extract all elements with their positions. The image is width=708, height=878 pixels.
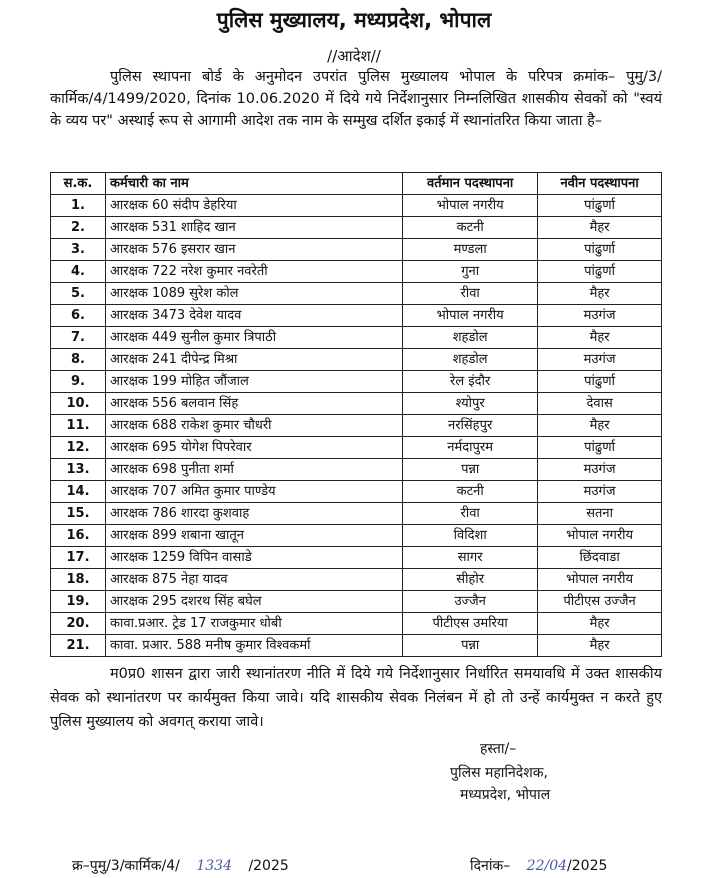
reference-number	[72, 856, 289, 875]
date-label: दिनांक–	[470, 858, 511, 874]
current-posting-cell: पन्ना	[403, 459, 538, 481]
column-header: नवीन पदस्थापना	[538, 173, 662, 195]
table-row	[51, 459, 662, 481]
new-posting-cell: पांढुर्णा	[538, 261, 662, 283]
serial-cell: 17.	[51, 547, 106, 569]
employee-name-cell: आरक्षक 698 पुनीता शर्मा	[106, 459, 403, 481]
new-posting-cell: पांढुर्णा	[538, 239, 662, 261]
employee-name-cell: आरक्षक 241 दीपेन्द्र मिश्रा	[106, 349, 403, 371]
table-row	[51, 217, 662, 239]
employee-name-cell: आरक्षक 449 सुनील कुमार त्रिपाठी	[106, 327, 403, 349]
current-posting-cell: कटनी	[403, 217, 538, 239]
serial-cell: 10.	[51, 393, 106, 415]
intro-paragraph: पुलिस स्थापना बोर्ड के अनुमोदन उपरांत पुलिस मुख्यालय भोपाल के परिपत्र क्रमांक– पुमु/3/ कार्मिक/4/1499/2020, दिनांक 10.06.2020 में दिये गये निर्देशानुसार निम्नलिखित शासकीय सेवकों को "स्वयं के व्यय पर" अस्थाई रूप से आगामी आदेश तक नाम के सम्मुख दर्शित इकाई में स्थानांतरित किया जाता है–	[50, 69, 662, 129]
serial-cell: 19.	[51, 591, 106, 613]
column-header: वर्तमान पदस्थापना	[403, 173, 538, 195]
current-posting-cell: नर्मदापुरम	[403, 437, 538, 459]
serial-cell: 21.	[51, 635, 106, 657]
serial-cell: 2.	[51, 217, 106, 239]
serial-cell: 12.	[51, 437, 106, 459]
document-title: पुलिस मुख्यालय, मध्यप्रदेश, भोपाल	[216, 8, 492, 32]
serial-cell: 9.	[51, 371, 106, 393]
table-row	[51, 547, 662, 569]
date-handwritten: 22/04	[526, 858, 568, 874]
current-posting-cell: भोपाल नगरीय	[403, 305, 538, 327]
table-row	[51, 635, 662, 657]
table-row	[51, 239, 662, 261]
new-posting-cell: पांढुर्णा	[538, 195, 662, 217]
serial-cell: 11.	[51, 415, 106, 437]
employee-name-cell: आरक्षक 556 बलवान सिंह	[106, 393, 403, 415]
new-posting-cell: भोपाल नगरीय	[538, 569, 662, 591]
employee-name-cell: आरक्षक 295 दशरथ सिंह बघेल	[106, 591, 403, 613]
ref-prefix: क्र–पुमु/3/कार्मिक/4/	[72, 858, 180, 874]
current-posting-cell: उज्जैन	[403, 591, 538, 613]
table-row	[51, 503, 662, 525]
serial-cell: 15.	[51, 503, 106, 525]
current-posting-cell: विदिशा	[403, 525, 538, 547]
table-row	[51, 415, 662, 437]
new-posting-cell: भोपाल नगरीय	[538, 525, 662, 547]
employee-name-cell: कावा.प्रआर. ट्रेड 17 राजकुमार धोबी	[106, 613, 403, 635]
serial-cell: 3.	[51, 239, 106, 261]
new-posting-cell: सतना	[538, 503, 662, 525]
current-posting-cell: रेल इंदौर	[403, 371, 538, 393]
employee-name-cell: आरक्षक 707 अमित कुमार पाण्डेय	[106, 481, 403, 503]
table-row	[51, 569, 662, 591]
table-header-row	[51, 173, 662, 195]
employee-name-cell: आरक्षक 899 शबाना खातून	[106, 525, 403, 547]
employee-name-cell: आरक्षक 722 नरेश कुमार नवरेती	[106, 261, 403, 283]
signatory-place: मध्यप्रदेश, भोपाल	[460, 787, 551, 803]
new-posting-cell: मउगंज	[538, 459, 662, 481]
current-posting-cell: शहडोल	[403, 327, 538, 349]
serial-cell: 6.	[51, 305, 106, 327]
table-row	[51, 591, 662, 613]
current-posting-cell: नरसिंहपुर	[403, 415, 538, 437]
new-posting-cell: छिंदवाडा	[538, 547, 662, 569]
table-row	[51, 393, 662, 415]
table-row	[51, 349, 662, 371]
employee-name-cell: आरक्षक 1259 विपिन वासाडे	[106, 547, 403, 569]
current-posting-cell: गुना	[403, 261, 538, 283]
new-posting-cell: मउगंज	[538, 481, 662, 503]
order-heading: //आदेश//	[327, 47, 381, 65]
serial-cell: 18.	[51, 569, 106, 591]
current-posting-cell: मण्डला	[403, 239, 538, 261]
employee-name-cell: आरक्षक 1089 सुरेश कोल	[106, 283, 403, 305]
current-posting-cell: श्योपुर	[403, 393, 538, 415]
current-posting-cell: सीहोर	[403, 569, 538, 591]
new-posting-cell: पांढुर्णा	[538, 371, 662, 393]
serial-cell: 7.	[51, 327, 106, 349]
new-posting-cell: मैहर	[538, 415, 662, 437]
date-suffix: /2025	[567, 858, 608, 874]
employee-name-cell: आरक्षक 786 शारदा कुशवाह	[106, 503, 403, 525]
new-posting-cell: मैहर	[538, 327, 662, 349]
employee-name-cell: आरक्षक 576 इसरार खान	[106, 239, 403, 261]
serial-cell: 5.	[51, 283, 106, 305]
employee-name-cell: आरक्षक 688 राकेश कुमार चौधरी	[106, 415, 403, 437]
current-posting-cell: पन्ना	[403, 635, 538, 657]
new-posting-cell: देवास	[538, 393, 662, 415]
serial-cell: 4.	[51, 261, 106, 283]
ref-number-handwritten: 1334	[196, 858, 232, 874]
current-posting-cell: भोपाल नगरीय	[403, 195, 538, 217]
new-posting-cell: मैहर	[538, 635, 662, 657]
signatory-designation: पुलिस महानिदेशक,	[450, 765, 548, 781]
current-posting-cell: पीटीएस उमरिया	[403, 613, 538, 635]
serial-cell: 20.	[51, 613, 106, 635]
order-date	[470, 856, 607, 875]
table-row	[51, 305, 662, 327]
serial-cell: 13.	[51, 459, 106, 481]
current-posting-cell: सागर	[403, 547, 538, 569]
employee-name-cell: आरक्षक 199 मोहित जौंजाल	[106, 371, 403, 393]
column-header: स.क.	[51, 173, 106, 195]
current-posting-cell: शहडोल	[403, 349, 538, 371]
employee-name-cell: आरक्षक 3473 देवेश यादव	[106, 305, 403, 327]
new-posting-cell: मैहर	[538, 613, 662, 635]
serial-cell: 16.	[51, 525, 106, 547]
serial-cell: 8.	[51, 349, 106, 371]
table-row	[51, 613, 662, 635]
employee-name-cell: आरक्षक 875 नेहा यादव	[106, 569, 403, 591]
table-row	[51, 327, 662, 349]
new-posting-cell: मउगंज	[538, 305, 662, 327]
serial-cell: 1.	[51, 195, 106, 217]
employee-name-cell: आरक्षक 695 योगेश पिपरेवार	[106, 437, 403, 459]
employee-name-cell: आरक्षक 531 शाहिद खान	[106, 217, 403, 239]
transfer-table	[50, 172, 662, 657]
new-posting-cell: पीटीएस उज्जैन	[538, 591, 662, 613]
new-posting-cell: मैहर	[538, 217, 662, 239]
table-row	[51, 437, 662, 459]
signed-mark: हस्ता/–	[480, 741, 517, 757]
table-row	[51, 261, 662, 283]
employee-name-cell: आरक्षक 60 संदीप डेहरिया	[106, 195, 403, 217]
column-header: कर्मचारी का नाम	[106, 173, 403, 195]
table-row	[51, 195, 662, 217]
current-posting-cell: रीवा	[403, 503, 538, 525]
new-posting-cell: मैहर	[538, 283, 662, 305]
employee-name-cell: कावा. प्रआर. 588 मनीष कुमार विश्वकर्मा	[106, 635, 403, 657]
table-row	[51, 283, 662, 305]
new-posting-cell: मउगंज	[538, 349, 662, 371]
closing-paragraph: म0प्र0 शासन द्वारा जारी स्थानांतरण नीति में दिये गये निर्देशानुसार निर्धारित समयावधि में उक्त शासकीय सेवक को स्थानांतरण पर कार्यमुक्त किया जावे। यदि शासकीय सेवक निलंबन में हो तो उन्हें कार्यमुक्त न करते हुए पुलिस मुख्यालय को अवगत् कराया जावे।	[50, 666, 662, 730]
table-row	[51, 371, 662, 393]
current-posting-cell: रीवा	[403, 283, 538, 305]
ref-suffix: /2025	[248, 858, 289, 874]
table-row	[51, 525, 662, 547]
new-posting-cell: पांढुर्णा	[538, 437, 662, 459]
table-row	[51, 481, 662, 503]
current-posting-cell: कटनी	[403, 481, 538, 503]
serial-cell: 14.	[51, 481, 106, 503]
